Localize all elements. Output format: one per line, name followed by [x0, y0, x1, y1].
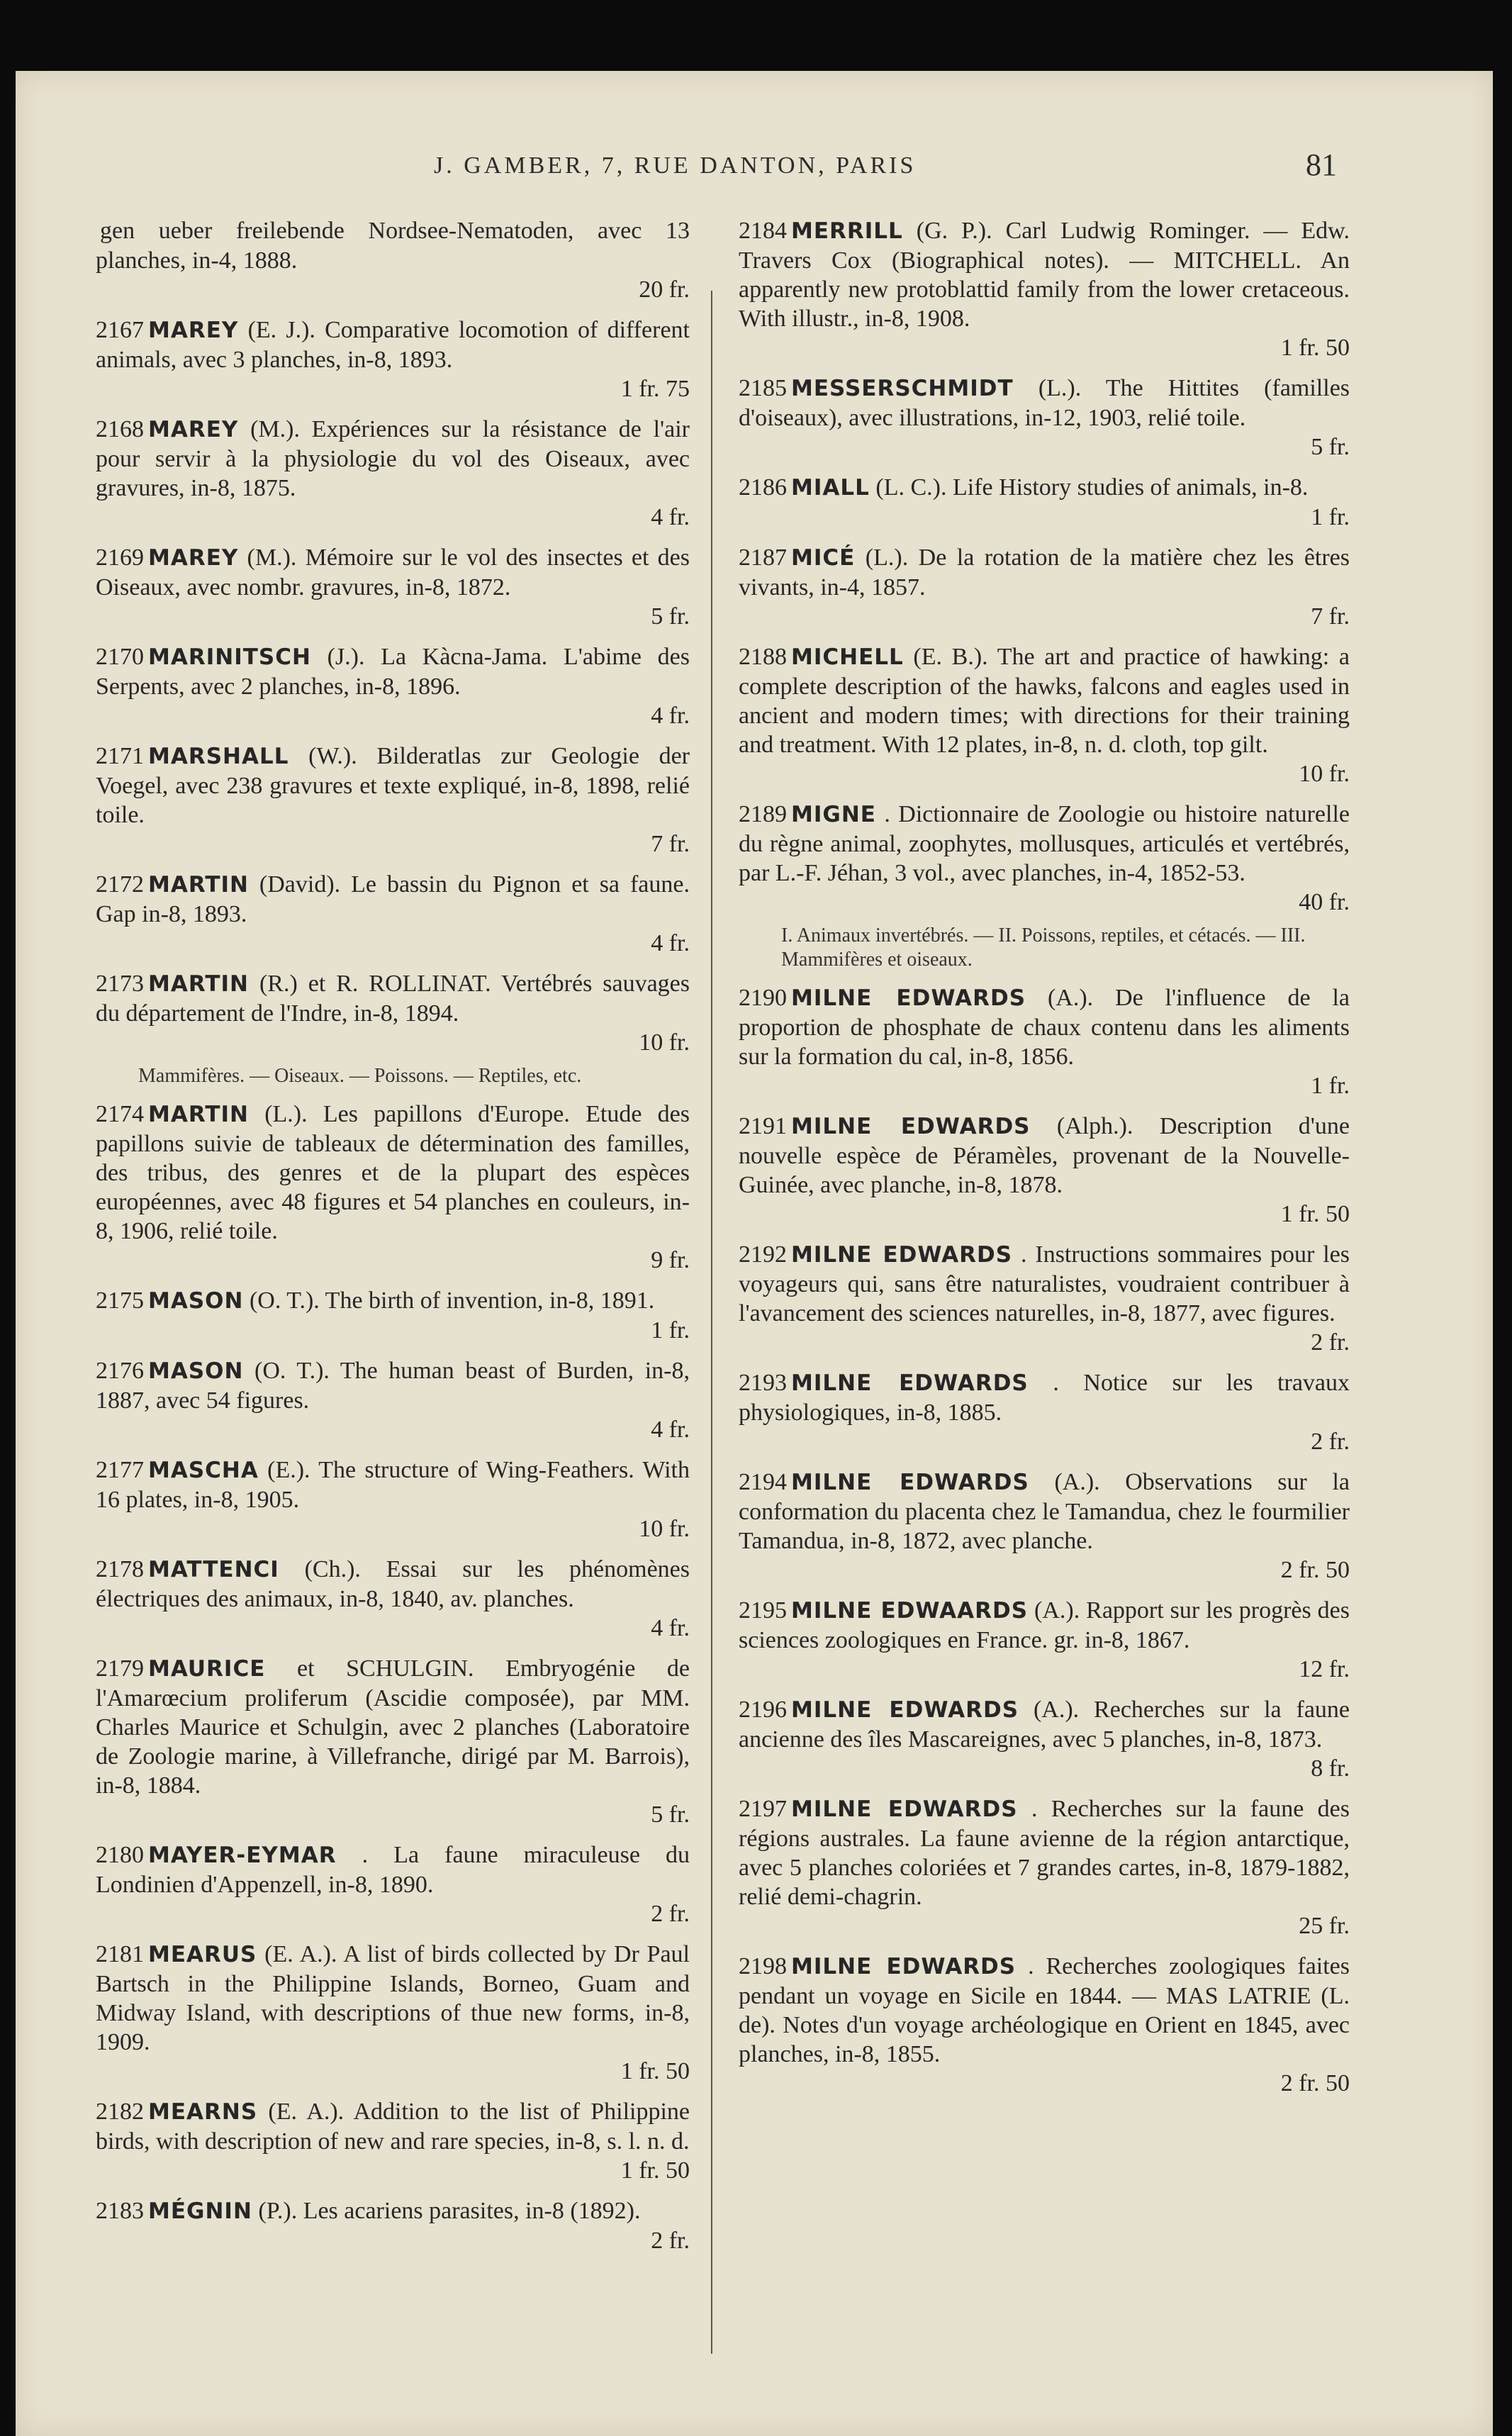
entry-author: MAURICE [148, 1656, 266, 1682]
entry-author: MARTIN [148, 872, 249, 898]
entry-price: 1 fr. [1311, 1073, 1350, 1099]
entry-number: 2169 [96, 544, 144, 571]
catalogue-entry [739, 983, 1350, 1100]
catalogue-entry [96, 969, 690, 1057]
entry-description: (O. T.). The birth of invention, in-8, 1891. [249, 1287, 655, 1314]
entry-author: MARTIN [148, 1102, 249, 1127]
entry-number: 2177 [96, 1457, 144, 1483]
entry-number: 2183 [96, 2198, 144, 2224]
entry-price: 4 fr. [651, 930, 690, 956]
entry-description: et SCHULGIN. Embryogénie de l'Amarœcium proliferum (Ascidie composée), par MM. Charles Maurice et Schulgin, avec 2 planches (Laboratoire de Zoologie marine, à Villefranche, dirigé par M. Barrois), in-8, 1884. [96, 1655, 690, 1799]
entry-price: 4 fr. [651, 504, 690, 530]
entry-number: 2174 [96, 1101, 144, 1127]
entry-price: 10 fr. [639, 1029, 690, 1056]
entry-price: 40 fr. [1299, 889, 1350, 915]
entry-author: MILNE EDWARDS [791, 1797, 1018, 1822]
catalogue-entry [96, 216, 690, 304]
entry-description: (L.). The Hittites (familles d'oiseaux), avec illustrations, in-12, 1903, relié toile. [739, 375, 1350, 431]
entry-author: MARTIN [148, 971, 249, 997]
entry-number: 2178 [96, 1556, 144, 1582]
entry-author: MILNE EDWAARDS [791, 1598, 1029, 1624]
entry-author: MILNE EDWARDS [791, 1114, 1031, 1139]
entry-number: 2172 [96, 871, 144, 898]
entry-description: (E. A.). Addition to the list of Philippine birds, with description of new and rare species, in-8, s. l. n. d. [96, 2099, 690, 2155]
entry-description: (E.). The structure of Wing-Feathers. With 16 plates, in-8, 1905. [96, 1457, 690, 1513]
entry-price: 12 fr. [1299, 1656, 1350, 1682]
entry-price: 1 fr. 75 [620, 376, 690, 402]
entry-number: 2175 [96, 1287, 144, 1314]
catalogue-entry [739, 642, 1350, 788]
entry-author: MÉGNIN [148, 2198, 252, 2224]
entry-author: MERRILL [791, 218, 903, 244]
entry-author: MEARUS [148, 1942, 257, 1967]
entry-number: 2194 [739, 1469, 787, 1495]
entry-author: MEARNS [148, 2099, 258, 2125]
entry-description: (M.). Expériences sur la résistance de l'air pour servir à la physiologie du vol des Oiseaux, avec gravures, in-8, 1875. [96, 416, 690, 501]
entry-number: 2196 [739, 1697, 787, 1723]
entry-price: 2 fr. 50 [1280, 2070, 1350, 2096]
catalogue-entry [739, 216, 1350, 362]
column-divider [711, 291, 712, 2354]
entry-price: 7 fr. [1311, 603, 1350, 630]
entry-description: gen ueber freilebende Nordsee-Nematoden, avec 13 planches, in-4, 1888. [96, 218, 690, 274]
entry-description: (L.). De la rotation de la matière chez les êtres vivants, in-4, 1857. [739, 544, 1350, 600]
catalogue-entry [96, 1555, 690, 1643]
entry-author: MILNE EDWARDS [791, 1470, 1029, 1495]
entry-author: MICÉ [791, 545, 856, 571]
entry-author: MILNE EDWARDS [791, 1697, 1019, 1723]
entry-description: (A.). Rapport sur les progrès des sciences zoologiques en France. gr. in-8, 1867. [739, 1597, 1350, 1653]
entry-description: (P.). Les acariens parasites, in-8 (1892). [258, 2198, 641, 2224]
entry-price: 10 fr. [639, 1516, 690, 1542]
entry-description: (J.). La Kàcna-Jama. L'abime des Serpents, avec 2 planches, in-8, 1896. [96, 644, 690, 700]
entry-author: MASCHA [148, 1458, 259, 1483]
entry-price: 1 fr. 50 [1280, 335, 1350, 361]
entry-description: . Recherches zoologiques faites pendant un voyage en Sicile en 1844. — MAS LATRIE (L. de). Notes d'un voyage archéologique en Orient en 1845, avec planches, in-8, 1855. [739, 1953, 1350, 2067]
catalogue-entry [96, 1456, 690, 1543]
entry-price: 2 fr. [651, 1901, 690, 1927]
entry-description: (Ch.). Essai sur les phénomènes électriques des animaux, in-8, 1840, av. planches. [96, 1556, 690, 1612]
page-number: 81 [1306, 147, 1337, 182]
entry-description: . Notice sur les travaux physiologiques, in-8, 1885. [739, 1370, 1350, 1426]
entry-price: 9 fr. [651, 1247, 690, 1273]
catalogue-entry [96, 415, 690, 532]
entry-price: 5 fr. [651, 1801, 690, 1828]
entry-number: 2168 [96, 416, 144, 442]
catalogue-entry [739, 1240, 1350, 1357]
entry-description: . La faune miraculeuse du Londinien d'Appenzell, in-8, 1890. [96, 1842, 690, 1898]
entry-price: 1 fr. [1311, 504, 1350, 530]
entry-price: 2 fr. [1311, 1429, 1350, 1455]
entry-description: (E. B.). The art and practice of hawking: a complete description of the hawks, falcons and eagles used in ancient and modern times; with directions for their training and treatment. With 12 plates, in-8, n. d. cloth, top gilt. [739, 644, 1350, 758]
entry-number: 2186 [739, 474, 787, 501]
entry-author: MILNE EDWARDS [791, 985, 1026, 1011]
entry-number: 2185 [739, 375, 787, 401]
entry-description: (E. A.). A list of birds collected by Dr Paul Bartsch in the Philippine Islands, Borneo, Guam and Midway Island, with descriptions of thue new forms, in-8, 1909. [96, 1941, 690, 2055]
right-column [739, 216, 1350, 2109]
entry-author: MASON [148, 1358, 244, 1384]
catalogue-entry [739, 1112, 1350, 1229]
entry-number: 2189 [739, 801, 787, 827]
entry-author: MILNE EDWARDS [791, 1954, 1017, 1979]
entry-number: 2167 [96, 317, 144, 343]
entry-number: 2198 [739, 1953, 787, 1979]
entry-author: MAREY [148, 545, 239, 571]
entry-note: I. Animaux invertébrés. — II. Poissons, reptiles, et cétacés. — III. Mammifères et oiseaux. [781, 924, 1306, 971]
catalogue-entry [96, 742, 690, 859]
entry-description: . Recherches sur la faune des régions australes. La faune avienne de la région antarctique, avec 5 planches coloriées et 7 grandes cartes, in-8, 1879-1882, relié demi-chagrin. [739, 1796, 1350, 1910]
entry-price: 2 fr. [651, 2228, 690, 2254]
catalogue-entry [96, 315, 690, 403]
entry-price: 5 fr. [651, 603, 690, 630]
catalogue-entry [96, 1286, 690, 1345]
entry-number: 2182 [96, 2099, 144, 2125]
entry-number: 2191 [739, 1113, 787, 1139]
entry-number: 2187 [739, 544, 787, 571]
entry-price: 2 fr. [1311, 1329, 1350, 1356]
catalogue-entry [739, 1952, 1350, 2098]
catalogue-entry [739, 800, 1350, 917]
entry-description: (A.). Recherches sur la faune ancienne des îles Mascareignes, avec 5 planches, in-8, 1873. [739, 1697, 1350, 1753]
catalogue-entry [739, 1794, 1350, 1940]
catalogue-entry [96, 1100, 690, 1275]
entry-price: 4 fr. [651, 1417, 690, 1443]
entry-number: 2181 [96, 1941, 144, 1967]
entry-description: (A.). De l'influence de la proportion de phosphate de chaux contenu dans les aliments sur la formation du cal, in-8, 1856. [739, 985, 1350, 1070]
catalogue-entry [739, 1468, 1350, 1585]
entry-author: MILNE EDWARDS [791, 1370, 1029, 1396]
entry-number: 2195 [739, 1597, 787, 1624]
entry-price: 1 fr. 50 [1280, 1201, 1350, 1227]
entry-description: . Instructions sommaires pour les voyageurs qui, sans être naturalistes, voudraient contribuer à l'avancement des sciences naturelles, in-8, 1877, avec figures. [739, 1241, 1350, 1326]
entry-author: MARSHALL [148, 744, 289, 769]
running-title: J. GAMBER, 7, RUE DANTON, PARIS [434, 152, 917, 179]
entry-price: 25 fr. [1299, 1913, 1350, 1939]
catalogue-entry [96, 2196, 690, 2255]
catalogue-entry [96, 870, 690, 958]
entry-number: 2184 [739, 218, 787, 244]
entry-price: 8 fr. [1311, 1755, 1350, 1782]
entry-price: 4 fr. [651, 703, 690, 729]
entry-note: Mammifères. — Oiseaux. — Poissons. — Reptiles, etc. [138, 1065, 582, 1087]
entry-number: 2188 [739, 644, 787, 670]
entry-description: (W.). Bilderatlas zur Geologie der Voegel, avec 238 gravures et texte expliqué, in-8, 1898, relié toile. [96, 743, 690, 828]
entry-description: (David). Le bassin du Pignon et sa faune. Gap in-8, 1893. [96, 871, 690, 927]
entry-number: 2197 [739, 1796, 787, 1822]
catalogue-entry [96, 2097, 690, 2185]
entry-price: 10 fr. [1299, 761, 1350, 787]
entry-description: (O. T.). The human beast of Burden, in-8, 1887, avec 54 figures. [96, 1358, 690, 1414]
entry-number: 2170 [96, 644, 144, 670]
entry-description: . Dictionnaire de Zoologie ou histoire naturelle du règne animal, zoophytes, mollusques, articulés et vertébrés, par L.-F. Jéhan, 3 vol., avec planches, in-4, 1852-53. [739, 801, 1350, 886]
entry-author: MIALL [791, 475, 870, 501]
catalogue-entry [739, 543, 1350, 631]
entry-author: MAYER-EYMAR [148, 1843, 337, 1868]
entry-price: 4 fr. [651, 1615, 690, 1641]
entry-price: 1 fr. 50 [620, 2058, 690, 2084]
catalogue-entry [96, 1940, 690, 2086]
catalogue-entry [739, 1695, 1350, 1783]
entry-description: (R.) et R. ROLLINAT. Vertébrés sauvages du département de l'Indre, in-8, 1894. [96, 971, 690, 1027]
catalogue-entry [96, 1654, 690, 1829]
catalogue-entry [739, 1368, 1350, 1456]
entry-number: 2171 [96, 743, 144, 769]
entry-description: (Alph.). Description d'une nouvelle espèce de Péramèles, provenant de la Nouvelle-Guinée, avec planche, in-8, 1878. [739, 1113, 1350, 1198]
catalogue-entry [96, 1840, 690, 1928]
entry-description: (M.). Mémoire sur le vol des insectes et des Oiseaux, avec nombr. gravures, in-8, 1872. [96, 544, 690, 600]
entry-author: MILNE EDWARDS [791, 1242, 1013, 1268]
entry-author: MATTENCI [148, 1557, 279, 1582]
catalogue-entry [739, 1596, 1350, 1684]
entry-price: 20 fr. [639, 276, 690, 303]
catalogue-entry [96, 543, 690, 631]
entry-price: 2 fr. 50 [1280, 1557, 1350, 1583]
entry-number: 2193 [739, 1370, 787, 1396]
entry-number: 2190 [739, 985, 787, 1011]
catalogue-entry [739, 473, 1350, 532]
entry-price: 5 fr. [1311, 434, 1350, 460]
entry-author: MESSERSCHMIDT [791, 376, 1014, 401]
entry-number: 2173 [96, 971, 144, 997]
entry-price: 7 fr. [651, 831, 690, 857]
entry-number: 2192 [739, 1241, 787, 1268]
entry-author: MAREY [148, 417, 239, 442]
entry-description: (L. C.). Life History studies of animals, in-8. [875, 474, 1309, 501]
entry-number: 2179 [96, 1655, 144, 1682]
catalogue-entry [96, 642, 690, 730]
entry-description: (G. P.). Carl Ludwig Rominger. — Edw. Travers Cox (Biographical notes). — MITCHELL. An apparently new protoblattid family from the lower cretaceous. With illustr., in-8, 1908. [739, 218, 1350, 332]
entry-price: 1 fr. 50 [620, 2157, 690, 2184]
entry-number: 2180 [96, 1842, 144, 1868]
entry-description: (A.). Observations sur la conformation du placenta chez le Tamandua, chez le fourmilier Tamandua, in-8, 1872, avec planche. [739, 1469, 1350, 1554]
entry-author: MASON [148, 1288, 244, 1314]
catalogue-entry [96, 1356, 690, 1444]
entry-description: (L.). Les papillons d'Europe. Etude des papillons suivie de tableaux de détermination des familles, des tribus, des genres et de la plupart des espèces européennes, avec 48 figures et 54 planches en couleurs, in-8, 1906, relié toile. [96, 1101, 690, 1244]
left-column [96, 216, 690, 2267]
entry-author: MICHELL [791, 644, 904, 670]
entry-author: MIGNE [791, 802, 876, 827]
entry-author: MAREY [148, 318, 239, 343]
entry-price: 1 fr. [651, 1317, 690, 1343]
catalogue-entry [739, 374, 1350, 462]
entry-description: (E. J.). Comparative locomotion of different animals, avec 3 planches, in-8, 1893. [96, 317, 690, 373]
entry-number: 2176 [96, 1358, 144, 1384]
catalogue-page [16, 71, 1493, 2436]
entry-author: MARINITSCH [148, 644, 311, 670]
